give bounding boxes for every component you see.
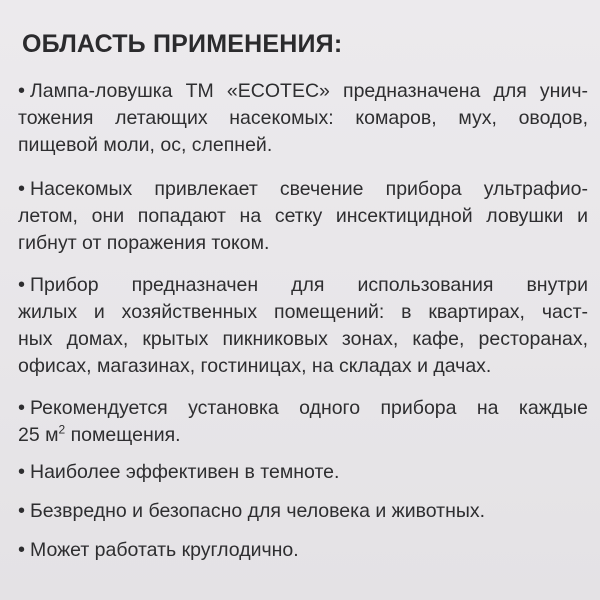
list-item-safety: [18, 498, 588, 525]
item-text-line: гибнут от поражения током.: [18, 232, 270, 254]
item-text-line: Насекомых привлекает свечение прибора ультрафио-: [30, 178, 588, 200]
list-item-purpose: [18, 78, 588, 159]
item-text-line: офисах, магазинах, гостиницах, на складах и дачах.: [18, 355, 492, 377]
item-text-line: Лампа-ловушка ТМ «ECOTEC» предназначена для унич-: [30, 80, 588, 102]
list-item-recommendation: [18, 395, 588, 449]
bullet-icon: •: [18, 461, 26, 483]
bullet-icon: •: [18, 397, 26, 419]
item-text-line: Наиболее эффективен в темноте.: [30, 461, 340, 483]
item-text-line: Может работать круглодично.: [30, 539, 299, 561]
section-title: ОБЛАСТЬ ПРИМЕНЕНИЯ:: [22, 30, 343, 58]
item-text-line: летом, они попадают на сетку инсектицидной ловушки и: [18, 205, 588, 227]
list-item-darkness: [18, 459, 588, 486]
item-text-line: помещения.: [70, 424, 181, 446]
bullet-icon: •: [18, 178, 26, 200]
item-text-line: Рекомендуется установка одного прибора на каждые: [30, 397, 588, 419]
item-text-line: ных домах, крытых пикниковых зонах, кафе, ресторанах,: [18, 328, 588, 350]
bullet-icon: •: [18, 500, 26, 522]
item-text-line: Безвредно и безопасно для человека и животных.: [30, 500, 486, 522]
bullet-icon: •: [18, 539, 26, 561]
list-item-continuous: [18, 537, 588, 564]
superscript: 2: [58, 422, 66, 437]
item-text-line: тожения летающих насекомых: комаров, мух, оводов,: [18, 107, 588, 129]
item-text-line: жилых и хозяйственных помещений: в квартирах, част-: [18, 301, 588, 323]
item-text-line: Прибор предназначен для использования внутри: [30, 274, 588, 296]
item-text-line: 25 м: [18, 424, 59, 446]
bullet-icon: •: [18, 274, 26, 296]
item-text-line: пищевой моли, ос, слепней.: [18, 134, 273, 156]
list-item-usage-places: [18, 272, 588, 380]
list-item-mechanism: [18, 176, 588, 257]
bullet-icon: •: [18, 80, 26, 102]
